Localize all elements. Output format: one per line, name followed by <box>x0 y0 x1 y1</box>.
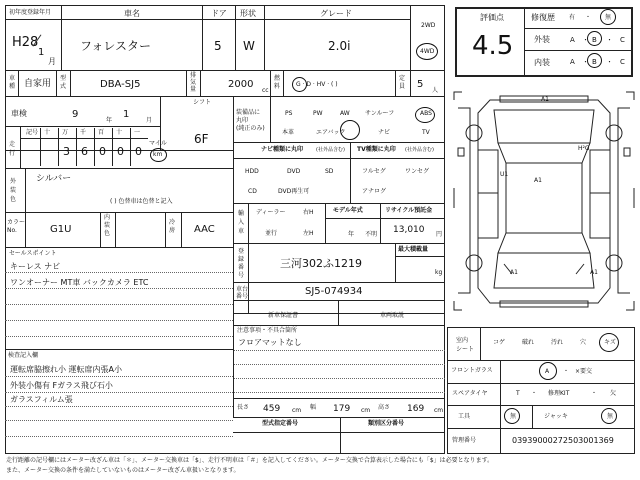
interior-grade-option: A <box>570 58 575 66</box>
inspect-month: 1 <box>123 109 130 120</box>
equipment-item: PW <box>313 110 323 117</box>
warranty-manual: 車両取説 <box>380 312 405 319</box>
inspector-line-2: 外装小傷有 Fガラス飛び石小 <box>10 381 113 390</box>
front-glass-dot: ・ <box>563 368 570 375</box>
ac-label: 冷 房 <box>169 219 176 234</box>
shape: W <box>243 39 255 53</box>
first-reg-era: H28 <box>12 35 39 50</box>
mileage-digit: 0 <box>99 145 106 158</box>
height-unit: cm <box>434 407 444 414</box>
tv-title-note: (社外品含む) <box>405 147 434 153</box>
drive-4wd: 4WD <box>420 48 435 55</box>
seat-scratch-circle <box>599 333 619 352</box>
jack-none-circle <box>601 408 617 424</box>
navi-title-note: (社外品含む) <box>316 147 345 153</box>
tv-fullseg: フルセグ <box>362 168 386 175</box>
doors: 5 <box>214 39 222 53</box>
color-value: シルバー <box>36 174 72 184</box>
mileage-digit: 0 <box>117 145 124 158</box>
navi-hdd: HDD <box>245 168 259 175</box>
import-dealer: ディーラー <box>256 209 286 216</box>
exterior-grade-option: A <box>570 36 575 44</box>
import-left-h: 左H <box>303 230 314 237</box>
exterior-label: 外装 <box>534 35 550 44</box>
color-note: ( ) 色替車は色替と記入 <box>110 198 173 205</box>
color-code: G1U <box>50 224 72 235</box>
mileage-digit: 3 <box>63 145 70 158</box>
repair-label: 修復歴 <box>531 13 555 22</box>
color-label: 外 装 色 <box>10 178 17 203</box>
first-reg-label: 初年度登録年月 <box>9 9 52 16</box>
diag-u1: U1 <box>500 171 509 178</box>
import-parallel: 並行 <box>265 230 278 237</box>
drive-2wd: 2WD <box>421 22 436 29</box>
mileage-unit-label: 千 <box>80 129 87 136</box>
import-right-h: 右H <box>303 209 314 216</box>
tools-none-circle <box>504 408 520 424</box>
chassis-label: 車台 番号 <box>236 286 249 300</box>
class-label: 類別区分番号 <box>368 420 405 427</box>
interior-b-circle <box>587 53 602 68</box>
selling-point-line-1: キーレス ナビ <box>10 262 61 271</box>
spare-t: T <box>516 390 520 397</box>
equipment-airbag-circle <box>340 120 360 140</box>
spare-dot-2: ・ <box>591 390 598 397</box>
spare-tire-label: スペアタイヤ <box>452 390 488 397</box>
notes-line-1: フロアマットなし <box>238 338 302 347</box>
interior-color-label: 内 装 色 <box>104 214 111 237</box>
model: DBA-SJ5 <box>100 79 141 90</box>
diag-a1-bottom-right: A1 <box>590 269 598 276</box>
exterior-grade-option: ・ <box>582 36 589 44</box>
equipment-item: TV <box>422 129 430 136</box>
equipment-item: エアバック <box>316 129 346 136</box>
footer-line-2: また、メーター交換の条件を満たしていないものはメーター改ざん車扱いとなります。 <box>6 467 240 474</box>
shift: 6F <box>194 132 209 146</box>
seat-option: 汚れ <box>551 339 564 346</box>
mileage-unit-label: 万 <box>62 129 69 136</box>
chassis-value: SJ5-074934 <box>305 286 363 297</box>
car-name-label: 車名 <box>124 9 140 18</box>
width-unit: cm <box>361 407 371 414</box>
front-glass-label: フロントガラス <box>451 367 493 374</box>
model-year-unit: 年 <box>348 231 355 238</box>
displacement-label: 排 気 量 <box>190 72 197 93</box>
mileage-unit-label: 十 <box>44 129 51 136</box>
equipment-item: ナビ <box>378 129 391 136</box>
equipment-abs-circle <box>415 107 435 123</box>
navi-sd: SD <box>325 168 334 175</box>
interior-grade-option: C <box>620 58 625 66</box>
model-label: 型 式 <box>60 75 67 90</box>
inspect-month-unit: 月 <box>146 117 153 124</box>
grade: 2.0i <box>328 39 351 53</box>
inspect-label: 車検 <box>11 109 27 118</box>
diag-a1-bottom-left: A1 <box>510 269 518 276</box>
equipment-item: AW <box>340 110 350 117</box>
car-name: フォレスター <box>80 39 152 53</box>
footer-line-1: 走行距離の記号欄にはメーター改ざん車は「＊」、メーター交換車は「$」、走行不明車は「＃」を記入してください。メーター交換で合算表示した場合にも「$」は必要となります。 <box>6 457 494 464</box>
seat-option: 破れ <box>522 339 535 346</box>
navi-dvd-play: DVD再生可 <box>278 188 310 195</box>
mileage-unit-label: 十 <box>116 129 123 136</box>
color-code-label: カラー No. <box>7 219 26 234</box>
recycle-label: リサイクル預託金 <box>385 207 433 214</box>
category: 自家用 <box>24 79 52 89</box>
diag-hg: H²G <box>578 145 590 152</box>
import-label: 輸 入 車 <box>238 210 245 235</box>
doors-label: ドア <box>211 9 227 18</box>
ac: AAC <box>194 224 215 235</box>
category-label: 車 種 <box>9 75 16 90</box>
registration-value: 三河302ふ1219 <box>280 257 362 270</box>
width-label: 幅 <box>310 404 317 411</box>
exterior-grade-option: B <box>592 36 597 44</box>
capacity: 5 <box>417 79 424 90</box>
displacement: 2000 <box>228 79 254 90</box>
grade-label: グレード <box>320 9 352 18</box>
front-glass-a-circle <box>539 362 557 380</box>
diag-a1-top: A1 <box>541 96 549 103</box>
car-damage-diagram <box>450 88 638 318</box>
exterior-grade-option: C <box>620 36 625 44</box>
spare-dot-1: ・ <box>531 390 538 397</box>
tv-oneseg: ワンセグ <box>405 168 430 175</box>
repair-no: 無 <box>605 14 612 21</box>
jack-label: ジャッキ <box>544 413 568 420</box>
selling-points-label: セールスポイント <box>9 250 57 257</box>
capacity-label: 定 員 <box>399 75 406 90</box>
repair-yes: 有 <box>569 14 576 21</box>
management-label: 管理番号 <box>452 437 477 444</box>
navi-title: ナビ種類に丸印 <box>261 146 304 153</box>
mileage-unit-label: 百 <box>98 129 105 136</box>
inspector-label: 検査記入欄 <box>8 352 39 359</box>
spare-kit: 修理KIT <box>548 390 570 397</box>
interior-grade-option: ・ <box>606 58 613 66</box>
front-glass-a: A <box>545 368 550 375</box>
capacity-unit: 人 <box>432 87 439 94</box>
eval-value: 4.5 <box>472 31 514 61</box>
max-load-kg: kg <box>435 269 443 276</box>
seat-label: 室内 シート <box>456 337 475 353</box>
model-year-label: モデル年式 <box>333 207 363 214</box>
mileage-unit-label: 一 <box>134 129 141 136</box>
selling-point-line-2: ワンオーナー MT車 バックカメラ ETC <box>10 278 149 287</box>
equipment-item: PS <box>285 110 293 117</box>
seat-option: コゲ <box>493 339 506 346</box>
max-load-label: 最大積載量 <box>398 246 429 253</box>
recycle-unit: 円 <box>436 231 443 238</box>
tv-title: TV種類に丸印 <box>357 146 396 153</box>
exterior-b-circle <box>587 31 602 46</box>
jack-value: 無 <box>607 413 614 420</box>
shift-label: シフト <box>193 99 212 106</box>
equipment-label: 装備品に 丸印 (純正のみ) <box>236 109 265 132</box>
cc-unit: cc <box>262 87 269 94</box>
fuel-label: 燃 料 <box>274 75 281 90</box>
eval-label: 評価点 <box>480 13 504 22</box>
shape-label: 形状 <box>240 9 256 18</box>
front-glass-replace: ×要交 <box>575 368 593 375</box>
mileage-unit-km: km <box>153 151 163 158</box>
first-reg-month: 1 <box>38 47 45 58</box>
mileage-unit-label: 記号 <box>26 129 39 136</box>
equipment-item: サンルーフ <box>365 110 395 117</box>
registration-label: 登 録 番 号 <box>238 248 245 279</box>
mileage-digit: 0 <box>135 145 142 158</box>
interior-label: 内装 <box>534 58 550 67</box>
exterior-grade-option: ・ <box>606 36 613 44</box>
tools-label: 工具 <box>458 413 471 420</box>
navi-cd: CD <box>248 188 257 195</box>
mileage-unit-mile: マイル <box>149 140 167 147</box>
management-value: 03939000272503001369 <box>512 436 614 445</box>
navi-dvd: DVD <box>287 168 301 175</box>
inspector-line-1: 運転席脇擦れ小 運転席内張A小 <box>10 365 123 374</box>
interior-grade-option: B <box>592 58 597 66</box>
model-year-unknown: 不明 <box>365 231 378 238</box>
fuel-options: G · D · HV · ( ) <box>296 81 338 88</box>
recycle-amount: 13,010 <box>393 225 425 235</box>
length-value: 459 <box>263 404 281 414</box>
equipment-item: 本革 <box>282 129 295 136</box>
warranty-new-car: 新車保証書 <box>268 312 299 319</box>
length-label: 長さ <box>237 404 250 411</box>
interior-grade-option: ・ <box>582 58 589 66</box>
length-unit: cm <box>292 407 302 414</box>
inspect-year-unit: 年 <box>106 117 113 124</box>
repair-dot: ・ <box>585 14 592 21</box>
inspector-line-3: ガラスフィルム張 <box>10 395 73 404</box>
inspect-year: 9 <box>72 109 79 120</box>
first-reg-month-unit: 月 <box>48 57 56 66</box>
seat-option: 穴 <box>580 339 587 346</box>
repair-no-circle <box>600 9 616 25</box>
height-label: 高さ <box>378 404 391 411</box>
tools-value: 無 <box>510 413 517 420</box>
mileage-digit: 6 <box>81 145 88 158</box>
equipment-item: ABS <box>420 110 432 117</box>
width-value: 179 <box>333 404 351 414</box>
type-spec-label: 型式指定番号 <box>262 420 299 427</box>
height-value: 169 <box>407 404 425 414</box>
tv-analog: アナログ <box>362 188 387 195</box>
notes-label: 注意事項・不具合箇所 <box>237 327 298 334</box>
diag-a1-left: A1 <box>534 177 542 184</box>
spare-missing: 欠 <box>610 390 617 397</box>
mileage-label: 走 行 <box>9 141 16 157</box>
seat-option: キズ <box>604 339 616 346</box>
